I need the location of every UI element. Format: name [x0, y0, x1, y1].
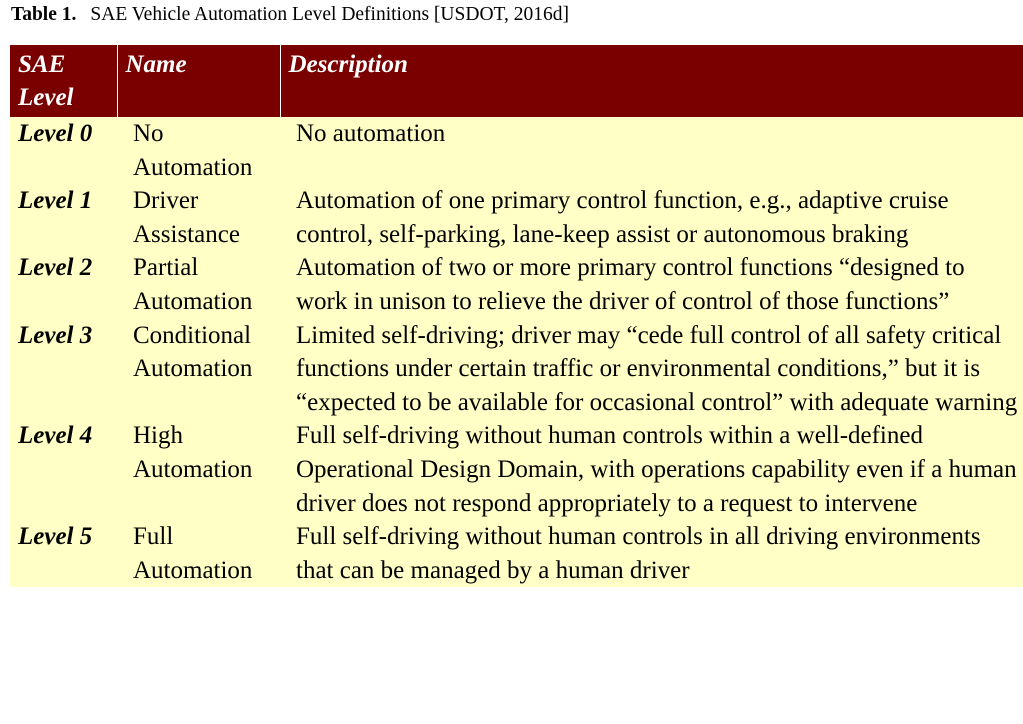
- level-cell: Level 1: [10, 184, 117, 251]
- name-cell: Conditional Automation: [117, 319, 280, 420]
- table-row: [10, 319, 1023, 420]
- name-cell: Full Automation: [117, 520, 280, 587]
- description-cell: Automation of one primary control function, e.g., adaptive cruise control, self-parking, lane-keep assist or autonomous braking: [280, 184, 1023, 251]
- description-cell: Automation of two or more primary control functions “designed to work in unison to relieve the driver of control of those functions”: [280, 251, 1023, 318]
- level-cell: Level 2: [10, 251, 117, 318]
- table-title: SAE Vehicle Automation Level Definitions [USDOT, 2016d]: [90, 4, 569, 25]
- level-cell: Level 3: [10, 319, 117, 420]
- table-number: Table 1.: [11, 4, 77, 25]
- name-cell: No Automation: [117, 117, 280, 184]
- header-name: Name: [117, 45, 280, 117]
- level-cell: Level 0: [10, 117, 117, 184]
- level-cell: Level 4: [10, 419, 117, 520]
- name-cell: High Automation: [117, 419, 280, 520]
- header-description: Description: [280, 45, 1023, 117]
- description-cell: Full self-driving without human controls within a well-defined Operational Design Domain, with operations capability even if a human driver does not respond appropriately to a request to intervene: [280, 419, 1023, 520]
- header-row: [10, 45, 1023, 117]
- table-header: [10, 45, 1023, 117]
- table-caption: [11, 2, 569, 28]
- description-cell: Full self-driving without human controls in all driving environments that can be managed by a human driver: [280, 520, 1023, 587]
- automation-levels-table: [10, 45, 1023, 587]
- name-cell: Driver Assistance: [117, 184, 280, 251]
- description-cell: Limited self-driving; driver may “cede full control of all safety critical functions under certain traffic or environmental conditions,” but it is “expected to be available for occasional control” with adequate warning: [280, 319, 1023, 420]
- table-body: [10, 117, 1023, 587]
- description-cell: No automation: [280, 117, 1023, 184]
- table-row: [10, 520, 1023, 587]
- header-sae-level: SAE Level: [10, 45, 117, 117]
- name-cell: Partial Automation: [117, 251, 280, 318]
- table-row: [10, 419, 1023, 520]
- level-cell: Level 5: [10, 520, 117, 587]
- table-row: [10, 117, 1023, 184]
- table-row: [10, 251, 1023, 318]
- table-row: [10, 184, 1023, 251]
